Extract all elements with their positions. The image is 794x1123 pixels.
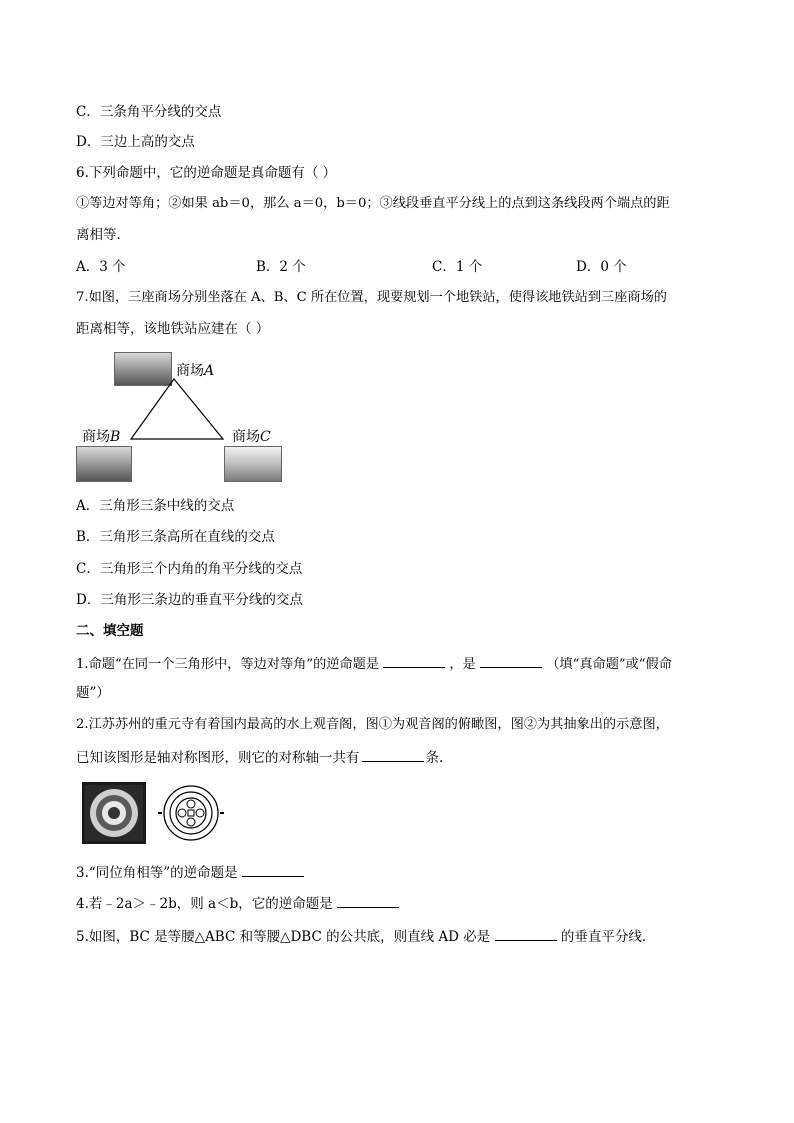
q7-figure [76, 350, 296, 485]
label-mall-c: 商场C [232, 429, 271, 445]
fill-q4-blank[interactable] [337, 893, 399, 908]
fill-q1-blank2[interactable] [480, 653, 542, 668]
fill-q1-line2: 题”） [76, 685, 110, 701]
fill-q3 [76, 862, 304, 882]
fill-q3-blank[interactable] [242, 862, 304, 877]
q6-option-d: D．0 个 [576, 259, 627, 275]
fill-q3-text: 3.“同位角相等”的逆命题是 [76, 865, 238, 881]
q5-option-c: C．三条角平分线的交点 [76, 104, 222, 120]
figure-2-diagram [158, 782, 224, 844]
fill-q1-text1: 1.命题“在同一个三角形中，等边对等角”的逆命题是 [76, 657, 380, 672]
q7-option-d: D．三角形三条边的垂直平分线的交点 [76, 592, 303, 608]
q6-option-c: C．1 个 [432, 259, 483, 275]
fill-q5-text2: 的垂直平分线． [560, 929, 656, 945]
q7-stem-line2: 距离相等，该地铁站应建在（ ） [76, 321, 270, 337]
fill-q2-blank[interactable] [362, 747, 424, 762]
fill-q4-text: 4.若﹣2a＞﹣2b，则 a＜b，它的逆命题是 [76, 896, 333, 912]
fill-q4 [76, 893, 399, 913]
q7-option-a: A．三角形三条中线的交点 [76, 498, 235, 514]
fill-q2-text2: 条. [425, 750, 444, 766]
fill-q1-text3: （填“真命题”或“假命 [546, 657, 672, 672]
fill-q5-text1: 5.如图，BC 是等腰△ABC 和等腰△DBC 的公共底，则直线 AD 必是 [76, 929, 491, 945]
fill-q1-text2: ，是 [449, 657, 476, 672]
fill-q1-line1 [76, 653, 672, 674]
q6-statements-line1: ①等边对等角；②如果 ab＝0，那么 a＝0，b＝0；③线段垂直平分线上的点到这条线段两个端点的距 [76, 196, 670, 211]
fill-q1-blank1[interactable] [383, 653, 445, 668]
q7-stem-line1: 7.如图，三座商场分别坐落在 A、B、C 所在位置，现要规划一个地铁站，使得该地铁站到三座商场的 [76, 290, 667, 305]
q6-option-a: A．3 个 [76, 259, 126, 275]
fill-q5 [76, 926, 655, 946]
fill-q2-line2 [76, 747, 443, 767]
section-title-fill-in: 二、填空题 [76, 623, 144, 639]
fill-q2-text1: 已知该图形是轴对称图形，则它的对称轴一共有 [76, 750, 360, 766]
q7-option-c: C．三角形三个内角的角平分线的交点 [76, 561, 303, 577]
q7-option-b: B．三角形三条高所在直线的交点 [76, 529, 275, 545]
q6-option-b: B．2 个 [256, 259, 306, 275]
fill-q2-line1: 2.江苏苏州的重元寺有着国内最高的水上观音阁，图①为观音阁的俯瞰图，图②为其抽象出的示意图， [76, 717, 669, 732]
label-mall-b: 商场B [82, 429, 121, 445]
q6-statements-line2: 离相等． [76, 227, 130, 243]
fill-q5-blank[interactable] [495, 926, 557, 941]
q6-stem: 6.下列命题中，它的逆命题是真命题有（ ） [76, 165, 337, 181]
figure-1-aerial-photo [82, 782, 146, 844]
q5-option-d: D．三边上高的交点 [76, 134, 195, 150]
label-mall-a: 商场A [176, 363, 215, 379]
